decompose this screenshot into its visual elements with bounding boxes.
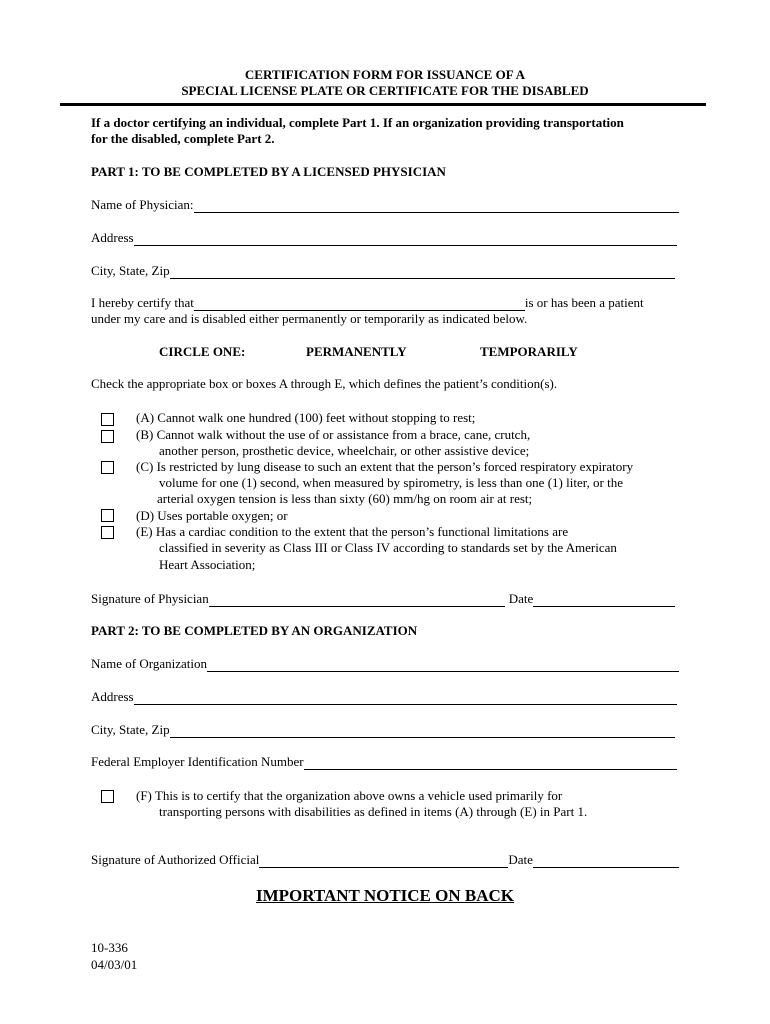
certify-suffix: is or has been a patient [524,295,644,310]
organization-city-input[interactable] [170,724,675,738]
form-title-line-1: CERTIFICATION FORM FOR ISSUANCE OF A [244,67,526,82]
form-date: 04/03/01 [91,957,138,972]
organization-address-field [91,689,677,705]
condition-c-checkbox[interactable] [101,461,114,474]
condition-f-text-2: transporting persons with disabilities as defined in items (A) through (E) in Part 1. [159,804,588,819]
certify-line-2: under my care and is disabled either permanently or temporarily as indicated below. [91,311,528,326]
condition-a-checkbox[interactable] [101,413,114,426]
condition-e-text-2: classified in severity as Class III or Class IV according to standards set by the American [159,540,617,555]
physician-city-input[interactable] [170,265,675,279]
condition-b-text-1: (B) Cannot walk without the use of or assistance from a brace, cane, crutch, [136,427,531,442]
official-signature-input[interactable] [259,854,508,868]
organization-name-input[interactable] [207,658,679,672]
physician-signature-label: Signature of Physician [91,591,209,606]
official-signature-field [91,852,679,868]
condition-b-text-2: another person, prosthetic device, wheelchair, or other assistive device; [159,443,530,458]
organization-address-input[interactable] [134,691,677,705]
physician-city-field [91,263,675,279]
official-date-label: Date [508,852,533,867]
physician-name-label: Name of Physician: [91,197,194,212]
condition-f-text-1: (F) This is to certify that the organization above owns a vehicle used primarily for [136,788,563,803]
physician-date-label: Date [508,591,534,606]
condition-a-text: (A) Cannot walk one hundred (100) feet without stopping to rest; [136,410,476,425]
physician-date-input[interactable] [533,593,675,607]
condition-f-checkbox[interactable] [101,790,114,803]
important-notice: IMPORTANT NOTICE ON BACK [255,886,515,905]
condition-e-text-1: (E) Has a cardiac condition to the extent that the person’s functional limitations are [136,524,569,539]
physician-signature-field [91,591,675,607]
physician-name-input[interactable] [194,199,679,213]
form-number: 10-336 [91,940,128,955]
physician-address-label: Address [91,230,134,245]
organization-city-label: City, State, Zip [91,722,170,737]
intro-line-2: for the disabled, complete Part 2. [91,131,275,146]
condition-c-text-2: volume for one (1) second, when measured by spirometry, is less than one (1) liter, or the [159,475,623,490]
condition-c-text-1: (C) Is restricted by lung disease to such an extent that the person’s forced respiratory expiratory [136,459,634,474]
physician-address-field [91,230,677,246]
organization-name-field [91,656,679,672]
fein-field [91,754,677,770]
patient-name-input[interactable] [194,297,525,311]
check-instruction: Check the appropriate box or boxes A through E, which defines the patient’s condition(s). [91,376,558,391]
organization-city-field [91,722,675,738]
circle-one-label: CIRCLE ONE: [159,344,246,359]
physician-address-input[interactable] [134,232,677,246]
condition-e-checkbox[interactable] [101,526,114,539]
permanently-option[interactable]: PERMANENTLY [306,344,407,359]
physician-signature-input[interactable] [209,593,505,607]
temporarily-option[interactable]: TEMPORARILY [480,344,578,359]
official-date-input[interactable] [533,854,679,868]
condition-b-checkbox[interactable] [101,430,114,443]
physician-name-field [91,197,679,213]
part2-heading: PART 2: TO BE COMPLETED BY AN ORGANIZATION [91,623,418,638]
condition-d-text: (D) Uses portable oxygen; or [136,508,288,523]
physician-city-label: City, State, Zip [91,263,170,278]
fein-label: Federal Employer Identification Number [91,754,304,769]
fein-input[interactable] [304,756,677,770]
condition-c-text-3: arterial oxygen tension is less than sixty (60) mm/hg on room air at rest; [157,491,533,506]
title-divider [60,103,706,106]
condition-d-checkbox[interactable] [101,509,114,522]
certify-prefix: I hereby certify that [91,295,194,310]
form-title-line-2: SPECIAL LICENSE PLATE OR CERTIFICATE FOR THE DISABLED [181,83,589,98]
organization-address-label: Address [91,689,134,704]
part1-heading: PART 1: TO BE COMPLETED BY A LICENSED PHYSICIAN [91,164,446,179]
condition-e-text-3: Heart Association; [159,557,256,572]
organization-name-label: Name of Organization [91,656,207,671]
intro-line-1: If a doctor certifying an individual, complete Part 1. If an organization providing transportation [91,115,624,130]
patient-certify-field [91,295,661,311]
official-signature-label: Signature of Authorized Official [91,852,260,867]
